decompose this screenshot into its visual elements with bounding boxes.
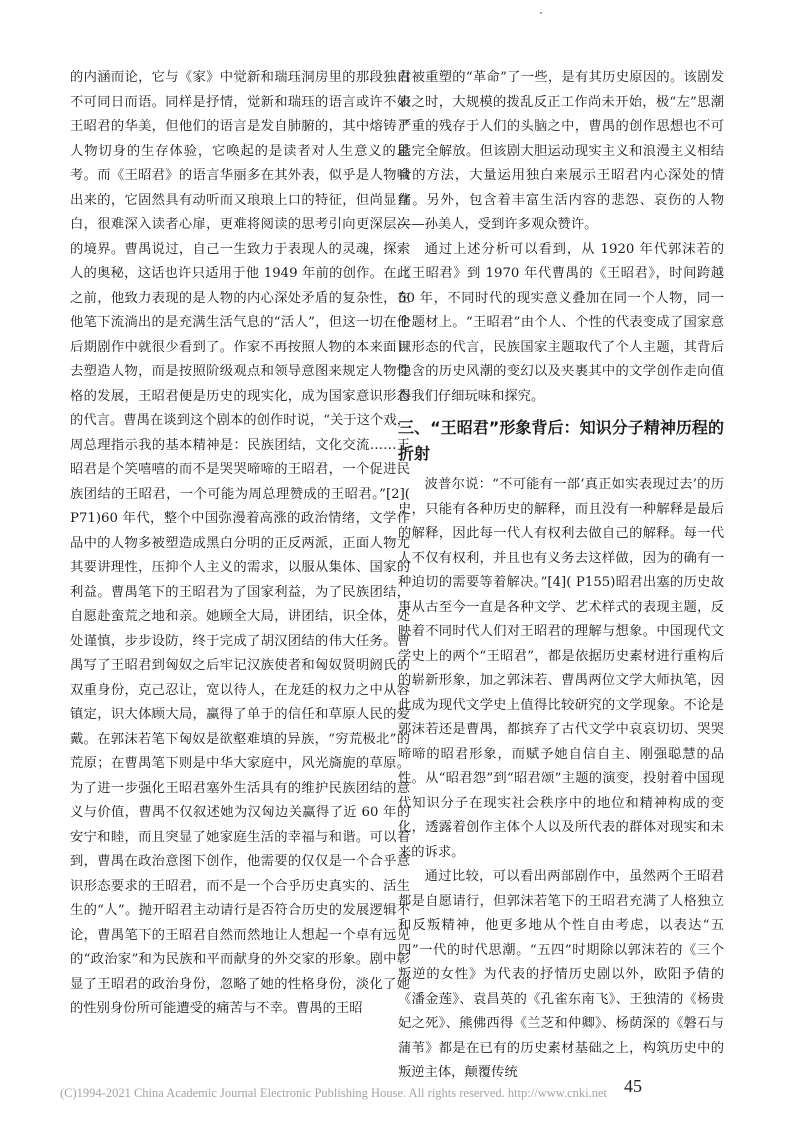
page-number: 45 <box>624 1076 642 1096</box>
body-paragraph: 通过上述分析可以看到，从 1920 年代郭沫若的《王昭君》到 1970 年代曹禺的《王昭君》，时间跨越 50 年，不同时代的现实意义叠加在同一个人物，同一个题材上。“王昭君”由个人、个性的代表变成了国家意识形态的代言，民族国家主题取代了个人主题，其背后隐含的历史风潮的变幻以及夹裹其中的文学创作走向值得我们仔细玩味和探究。 <box>398 241 724 404</box>
section-heading: 三、“王昭君”形象背后：知识分子精神历程的折射 <box>398 418 724 463</box>
right-column <box>398 66 724 1086</box>
left-column <box>70 66 410 1022</box>
scan-dot <box>540 12 542 14</box>
body-paragraph: 波普尔说：“不可能有一部‘真正如实表现过去’的历史，只能有各种历史的解释，而且没有一种解释是最后的解释，因此每一代人有权利去做自己的解释。每一代人不仅有权利，并且也有义务去这样做，因为的确有一种迫切的需要等着解决。”[4]( P155)昭君出塞的历史故事从古至今一直是各种文学、艺术样式的表现主题，反映着不同时代人们对王昭君的理解与想象。中国现代文学史上的两个“王昭君”，都是依据历史素材进行重构后的崭新形象，加之郭沫若、曹禺两位文学大师执笔，因此成为现代文学史上值得比较研究的文学现象。不论是郭沫若还是曹禺，都摈弃了古代文学中哀哀切切、哭哭啼啼的昭君形象，而赋予她自信自主、刚强聪慧的品性。从“昭君怨”到“昭君颂”主题的演变，投射着中国现代知识分子在现实社会秩序中的地位和精神构成的变化，透露着创作主体个人以及所代表的群体对现实和未来的诉求。 <box>398 477 724 860</box>
body-paragraph: 君被重塑的“革命”了一些，是有其历史原因的。该剧发表之时，大规模的拨乱反正工作尚未开始，极“左”思潮严重的残存于人们的头脑之中，曹禺的创作思想也不可能完全解放。但该剧大胆运动现实主义和浪漫主义相结合的方法，大量运用独白来展示王昭君内心深处的情绪。另外，包含着丰富生活内容的悲怨、哀伤的人物——孙美人，受到许多观众赞许。 <box>398 70 724 232</box>
body-paragraph: 的内涵而论，它与《家》中觉新和瑞珏洞房里的那段独白不可同日而语。同样是抒情，觉新和瑞珏的语言或许不如王昭君的华美，但他们的语言是发自肺腑的，其中熔铸了人物切身的生存体验，它唤起的是读者对人生意义的思考。而《王昭君》的语言华丽多在其外表，似乎是人物喊出来的，它固然具有动听而又琅琅上口的特征，但尚显直白，很难深入读者心扉，更难将阅读的思考引向更深层次的境界。曹禺说过，自己一生致力于表现人的灵魂，探索人的奥秘，这话也许只适用于他 1949 年前的创作。在此之前，他致力表现的是人物的内心深处矛盾的复杂性，在他笔下流淌出的是充满生活气息的“活人”，但这一切在他后期剧作中就很少看到了。作家不再按照人物的本来面目去塑造人物，而是按照阶级观点和领导意图来规定人物性格的发展，王昭君便是历史的现实化，成为国家意识形态的代言。曹禺在谈到这个剧本的创作时说，“关于这个戏，周总理指示我的基本精神是：民族团结，文化交流……王昭君是个笑嘻嘻的而不是哭哭啼啼的王昭君，一个促进民族团结的王昭君，一个可能为周总理赞成的王昭君。”[2]( P71)60 年代，整个中国弥漫着高涨的政治情绪，文学作品中的人物多被塑造成黑白分明的正反两派，正面人物尤其要讲理性，压抑个人主义的需求，以服从集体、国家的利益。曹禺笔下的王昭君为了国家利益，为了民族团结，自愿赴蛮荒之地和亲。她顾全大局，讲团结，识全体，处处谨慎，步步设防，终于完成了胡汉团结的伟大任务。曹禺写了王昭君到匈奴之后牢记汉族使者和匈奴贤明阏氏的双重身份，克己忍让，宽以待人，在龙廷的权力之中从容镇定，识大体顾大局，赢得了单于的信任和草原人民的爱戴。在郭沫若笔下匈奴是欲壑难填的异族，“穷荒极北”的荒原；在曹禺笔下则是中华大家庭中，风光旖旎的草原。为了进一步强化王昭君塞外生活具有的维护民族团结的意义与价值，曹禺不仅叙述她为汉匈边关赢得了近 60 年的安宁和睦，而且突显了她家庭生活的幸福与和谐。可以看到，曹禺在政治意图下创作，他需要的仅仅是一个合乎意识形态要求的王昭君，而不是一个合乎历史真实的、活生生的“人”。抛开昭君主动请行是否符合历史的发展逻辑不论，曹禺笔下的王昭君自然而然地让人想起一个卓有远见的“政治家”和为民族和平而献身的外交家的形象。剧中彰显了王昭君的政治身份，忽略了她的性格身份，淡化了她的性别身份所可能遭受的痛苦与不幸。曹禺的王昭 <box>70 70 410 1016</box>
copyright-footer: (C)1994-2021 China Academic Journal Electronic Publishing House. All rights reserved. http://www.cnki.net <box>60 1086 608 1100</box>
body-paragraph: 通过比较，可以看出两部剧作中，虽然两个王昭君都是自愿请行，但郭沫若笔下的王昭君充满了人格独立和反叛精神，他更多地从个性自由考虑，以表达“五四”一代的时代思潮。“五四”时期除以郭沫若的《三个叛逆的女性》为代表的抒情历史剧以外，欧阳予倩的《潘金莲》、袁昌英的《孔雀东南飞》、王独清的《杨贵妃之死》、熊佛西得《兰芝和仲卿》、杨荫深的《磐石与蒲苇》都是在已有的历史素材基础之上，构筑历史中的叛逆主体，颠覆传统 <box>398 869 724 1080</box>
